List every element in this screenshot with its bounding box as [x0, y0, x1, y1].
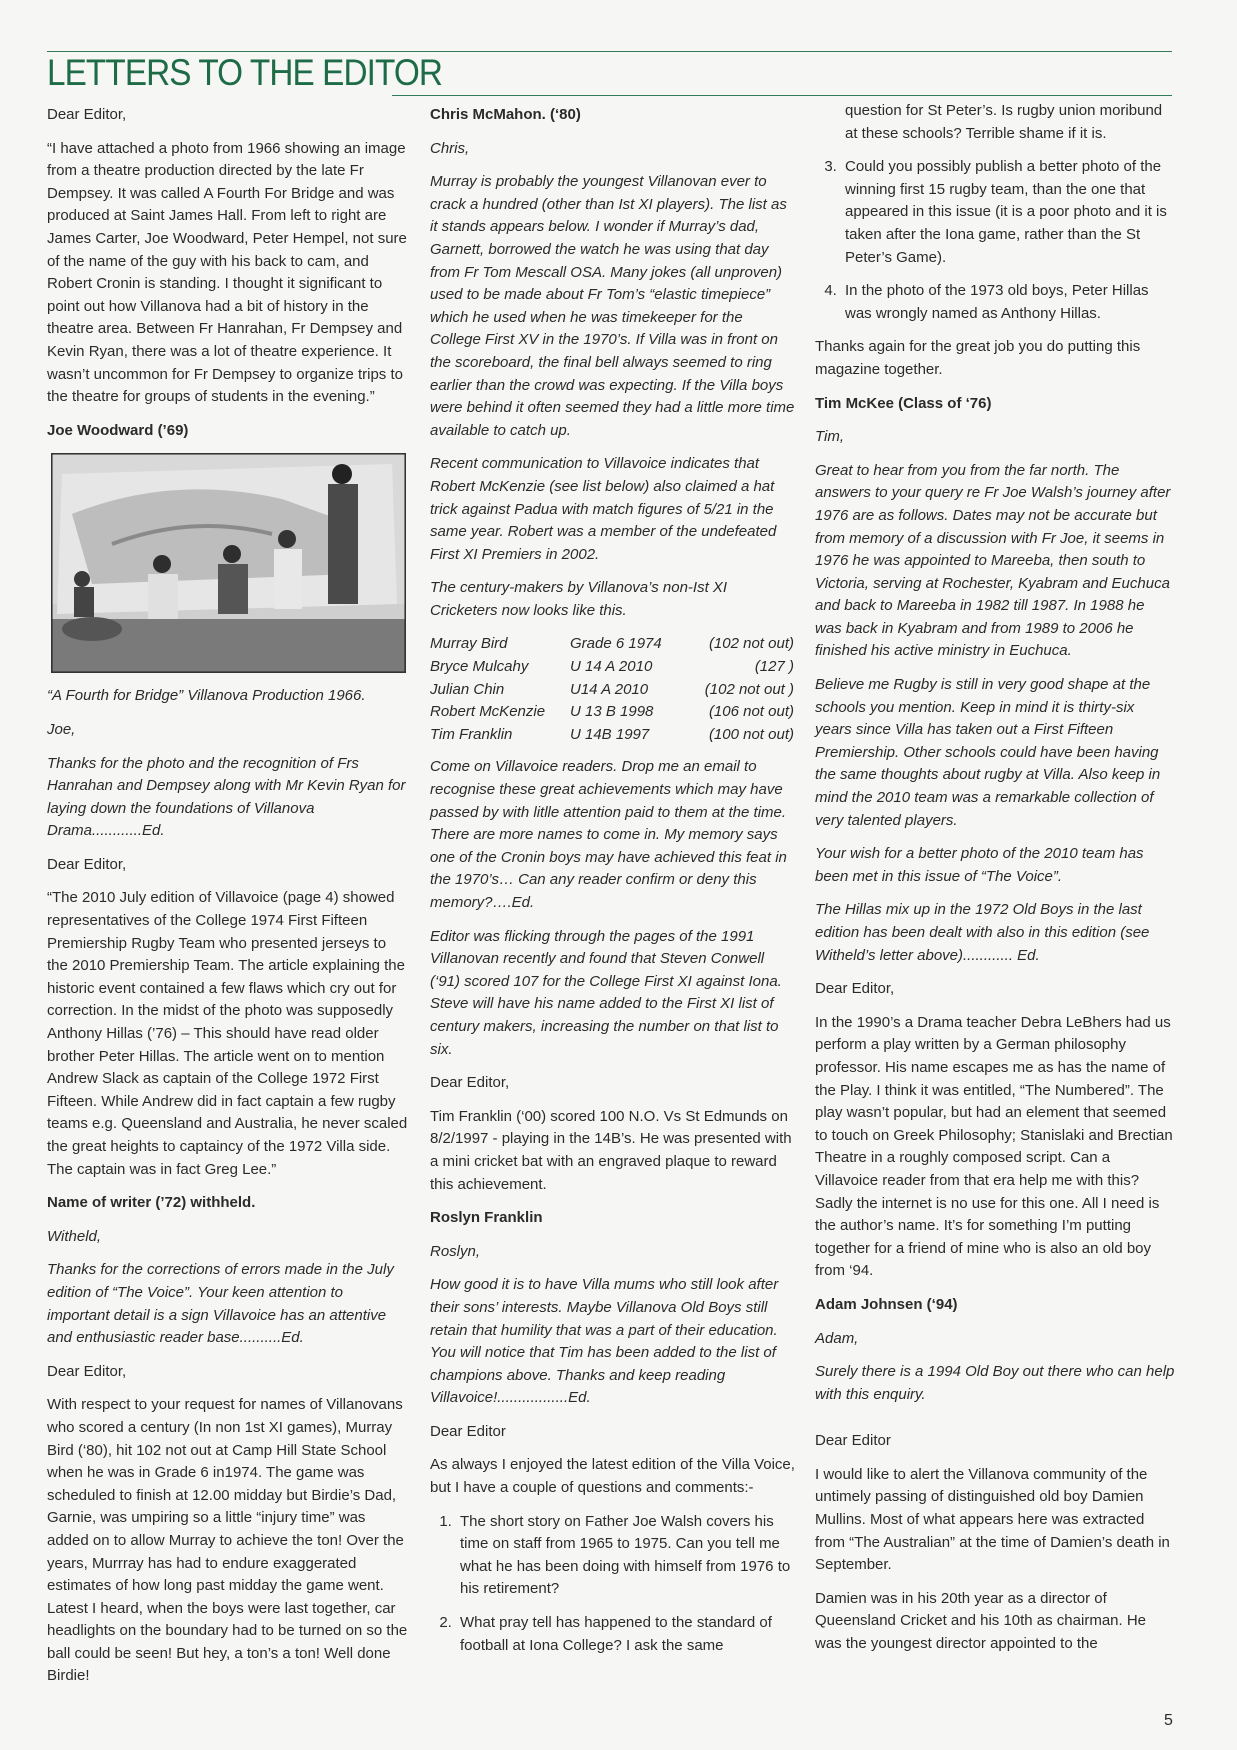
reply-salutation: Adam, [815, 1329, 859, 1347]
century-name: Julian Chin [430, 680, 505, 698]
salutation: Dear Editor [815, 1432, 891, 1450]
letter-signature: Joe Woodward (’69) [47, 421, 189, 439]
century-makers-table [430, 633, 794, 746]
salutation: Dear Editor [430, 1422, 506, 1440]
salutation: Dear Editor, [47, 1362, 127, 1380]
century-score: (102 not out ) [704, 680, 794, 698]
list-item: 3. Could you possibly publish a better photo of the winning first 15 rugby team, than the one that appeared in this issue (it is a poor photo and it is taken after the Iona game, rather than the St Peter’s Game). [841, 156, 1175, 269]
editor-note: The century-makers by Villanova’s non-Ist XI Cricketers now looks like this. [430, 579, 728, 619]
letter-signature: Roslyn Franklin [430, 1209, 543, 1227]
table-row [430, 724, 794, 747]
salutation: Dear Editor, [430, 1074, 510, 1092]
letter-signature: Tim McKee (Class of ‘76) [815, 394, 992, 412]
editor-note: Come on Villavoice readers. Drop me an email to recognise these great achievements which may have passed by with litlle attention paid to them at the time. There are more names to come in. My memory says one of the Cronin boys may have achieved this feat in the 1970’s… Can any reader confirm or deny this memory?….Ed. [430, 758, 787, 911]
page-number: 5 [1164, 1712, 1173, 1729]
century-score: (102 not out) [708, 635, 794, 653]
editor-reply: Great to hear from you from the far north. The answers to your query re Fr Joe Walsh’s journey after 1976 are as follows. Dates may not be accurate but from memory of a discussion with Fr Joe, it seems in 1976 he was appointed to Mareeba, then south to Victoria, serving at Rochester, Kyabram and Euchuca and back to Mareeba in 1982 till 1987. In 1988 he was back in Kyabram and from 1989 to 2006 he finished his active ministry in Euchuca. [815, 461, 1171, 660]
century-name: Robert McKenzie [430, 703, 546, 721]
century-grade: U14 A 2010 [570, 680, 649, 698]
question-list [430, 1511, 796, 1658]
century-score: (106 not out) [708, 703, 794, 721]
reply-salutation: Tim, [815, 428, 845, 446]
century-score: (127 ) [754, 658, 794, 676]
century-name: Tim Franklin [430, 725, 513, 743]
letter-body: “The 2010 July edition of Villavoice (page 4) showed representatives of the College 1974 First Fifteen Premiership Rugby Team who presented jerseys to the 2010 Premiership Team. The article explaining the historic event contained a few flaws which cry out for correction. In the midst of the photo was supposedly Anthony Hillas (’76) – This should have read older brother Peter Hillas. The article went on to mention Andrew Slack as captain of the College 1972 First Fifteen. While Andrew did in fact captain a few rugby teams e.g. Queensland and Australia, he never scaled the great heights to captaincy of the 1972 Villa side. The captain was in fact Greg Lee.” [47, 889, 408, 1178]
letter-signature: Name of writer (’72) withheld. [47, 1194, 256, 1212]
century-grade: Grade 6 1974 [570, 635, 662, 653]
column-2 [430, 104, 796, 1668]
table-row [430, 656, 794, 679]
theatre-production-photo [51, 453, 406, 673]
letter-body: As always I enjoyed the latest edition of the Villa Voice, but I have a couple of questions and comments:- [430, 1456, 795, 1497]
reply-salutation: Roslyn, [430, 1242, 481, 1260]
letter-body: “I have attached a photo from 1966 showing an image from a theatre production directed by the late Fr Dempsey. It was called A Fourth For Bridge and was produced at Saint James Hall. From left to right are James Carter, Joe Woodward, Peter Hempel, not sure of the name of the guy with his back to cam, and Robert Cronin is standing. I thought it significant to point out how Villanova had a bit of history in the theatre area. Between Fr Hanrahan, Fr Dempsey and Kevin Ryan, there was a lot of theatre experience. It wasn’t uncommon for Fr Dempsey to organize trips to the theatre for groups of students in the evening.” [47, 139, 407, 406]
century-name: Bryce Mulcahy [430, 658, 529, 676]
editor-reply: Believe me Rugby is still in very good shape at the schools you mention. Keep in mind it is thirty-six years since Villa has taken out a First Fifteen Premiership. Other schools could have been having the same thoughts about rugby at Villa. Also keep in mind the 2010 team was a remarkable collection of very talented players. [815, 676, 1161, 829]
letter-body: In the 1990’s a Drama teacher Debra LeBhers had us perform a play written by a German philosophy professor. His name escapes me as has the name of the Play. I think it was entitled, “The Numbered”. The play wasn’t popular, but had an element that seemed to touch on Greek Philosophy; Stanislaki and Brectian Theatre in a roughly composed script. Can a Villavoice reader from that era help me with this? Sadly the internet is no use for this one. All I need is the author’s name. It’s for something I’m putting together for a friend of mine who is also an old boy from ‘94. [815, 1013, 1173, 1280]
letter-signature: Chris McMahon. (‘80) [430, 106, 581, 123]
letter-body: Tim Franklin (‘00) scored 100 N.O. Vs St Edmunds on 8/2/1997 - playing in the 14B’s. He was presented with a mini cricket bat with an engraved plaque to reward this achievement. [430, 1107, 792, 1193]
salutation: Dear Editor, [47, 106, 127, 123]
list-item: 1. The short story on Father Joe Walsh covers his time on staff from 1965 to 1975. Can you tell me what he has been doing with himself from 1976 to his retirement? [456, 1511, 796, 1601]
column-1 [47, 104, 409, 1699]
editor-reply: How good it is to have Villa mums who still look after their sons’ interests. Maybe Villanova Old Boys still retain that humility that was a part of their education. You will notice that Tim has been added to the list of champions above. Thanks and keep reading Villavoice!.................Ed. [430, 1276, 779, 1407]
reply-salutation: Joe, [47, 720, 76, 738]
editor-note: Recent communication to Villavoice indicates that Robert McKenzie (see list below) also claimed a hat trick against Padua with match figures of 5/21 in the same year. Robert was a member of the undefeated First XI Premiers in 2002. [430, 455, 777, 563]
letter-body: Damien was in his 20th year as a director of Queensland Cricket and his 10th as chairman. He was the youngest director appointed to the [815, 1589, 1147, 1653]
century-name: Murray Bird [430, 635, 508, 653]
century-grade: U 14 A 2010 [570, 658, 653, 676]
reply-salutation: Witheld, [47, 1227, 102, 1245]
reply-salutation: Chris, [430, 139, 470, 157]
century-score: (100 not out) [708, 725, 794, 743]
photo-caption: “A Fourth for Bridge” Villanova Production 1966. [47, 687, 366, 705]
editor-reply: Thanks for the corrections of errors made in the July edition of “The Voice”. Your keen attention to important detail is a sign Villavoice has an attentive and enthusiastic reader base..........Ed. [47, 1261, 394, 1347]
letter-body: I would like to alert the Villanova community of the untimely passing of distinguished old boy Damien Mullins. Most of what appears here was extracted from “The Australian” at the time of Damien’s death in September. [815, 1465, 1170, 1574]
question-list [815, 156, 1175, 325]
table-row [430, 633, 794, 656]
letter-signature: Adam Johnsen (‘94) [815, 1295, 958, 1313]
editor-reply: Thanks for the photo and the recognition of Frs Hanrahan and Dempsey along with Mr Kevin Ryan for laying down the foundations of Villanova Drama............Ed. [47, 754, 406, 840]
editor-note: Editor was flicking through the pages of the 1991 Villanovan recently and found that Steven Conwell (‘91) scored 107 for the College First XI against Iona. Steve will have his name added to the First XI list of century makers, increasing the number on that list to six. [430, 927, 782, 1058]
editor-reply: Your wish for a better photo of the 2010 team has been met in this issue of “The Voice”. [815, 845, 1144, 885]
salutation: Dear Editor, [815, 980, 895, 998]
editor-reply: Surely there is a 1994 Old Boy out there who can help with this enquiry. [815, 1363, 1175, 1403]
column-3 [815, 100, 1175, 1667]
editor-reply: Murray is probably the youngest Villanovan ever to crack a hundred (other than Ist XI players). The list as it stands appears below. I wonder if Murray’s dad, Garnett, borrowed the watch he was using that day from Fr Tom Mescall OSA. Many jokes (all unproven) used to be made about Fr Tom’s “elastic timepiece” which he used when he was timekeeper for the College First XV in the 1970’s. If Villa was in front on the scoreboard, the final bell always seemed to ring earlier than the crowd was expecting. If the Villa boys were behind it often seemed they had a little more time available to catch up. [430, 173, 795, 439]
list-item: 4. In the photo of the 1973 old boys, Peter Hillas was wrongly named as Anthony Hillas. [841, 280, 1175, 325]
letter-body: Thanks again for the great job you do putting this magazine together. [815, 338, 1141, 378]
list-item: 2. What pray tell has happened to the standard of football at Iona College? I ask the same [456, 1612, 796, 1657]
century-grade: U 14B 1997 [570, 725, 650, 743]
editor-reply: The Hillas mix up in the 1972 Old Boys in the last edition has been dealt with also in this edition (see Witheld’s letter above)............ Ed. [815, 901, 1150, 964]
letter-body: With respect to your request for names of Villanovans who scored a century (In non 1st XI games), Murray Bird (‘80), hit 102 not out at Camp Hill State School when he was in Grade 6 in1974. The game was scheduled to finish at 12.00 midday but Birdie’s Dad, Garnie, was umpiring so a little “injury time” was added on to allow Murray to achieve the ton! Over the years, Murrray has had to endure exaggerated estimates of how long past midday the game went. Latest I heard, when the boys were last together, car headlights on the boundary had to be turned on so the ball could be seen! But hey, a ton’s a ton! Well done Birdie! [47, 1396, 408, 1685]
title-rule [392, 95, 1172, 96]
list-item-continued: question for St Peter’s. Is rugby union moribund at these schools? Terrible shame if it is. [845, 102, 1163, 142]
section-title: LETTERS TO THE EDITOR [47, 52, 442, 93]
salutation: Dear Editor, [47, 855, 127, 873]
century-grade: U 13 B 1998 [570, 703, 654, 721]
table-row [430, 679, 794, 702]
table-row [430, 701, 794, 724]
